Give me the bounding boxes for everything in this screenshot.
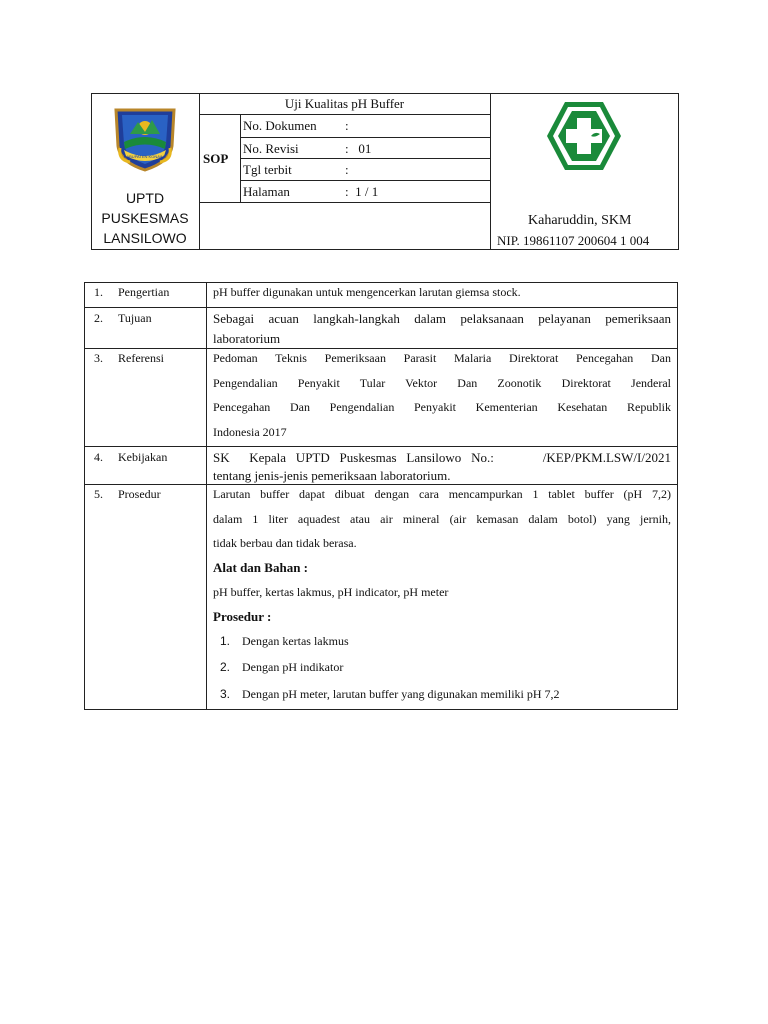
row-label-pengertian: Pengertian	[118, 285, 170, 299]
row-label-referensi: Referensi	[118, 351, 164, 365]
row-text: Sebagai acuan langkah-langkah dalam pelaksanaan pelayanan pemeriksaan	[213, 311, 671, 326]
step-text: Dengan pH meter, larutan buffer yang digunakan memiliki pH 7,2	[242, 687, 560, 701]
row-label-tujuan: Tujuan	[118, 311, 152, 325]
step-number: 1.	[220, 634, 231, 648]
field-label-halaman: Halaman	[243, 184, 290, 199]
regional-emblem-logo	[110, 104, 180, 174]
row-text: laboratorium	[213, 331, 281, 346]
field-value-tgl-terbit: :	[345, 162, 349, 177]
field-label-no-dokumen: No. Dokumen	[243, 118, 317, 133]
row-number: 2.	[94, 311, 103, 325]
emblem-caption: KABUPATEN KONAWE	[123, 154, 167, 159]
org-name-line3: LANSILOWO	[103, 230, 187, 246]
field-label-no-revisi: No. Revisi	[243, 141, 299, 156]
step-text: Dengan kertas lakmus	[242, 634, 349, 648]
field-value-no-dokumen: :	[345, 118, 349, 133]
alat-bahan-heading: Alat dan Bahan :	[213, 560, 308, 575]
row-text: Larutan buffer dapat dibuat dengan cara mencampurkan 1 tablet buffer (pH 7,2)	[213, 487, 671, 501]
row-number: 5.	[94, 487, 103, 501]
row-label-kebijakan: Kebijakan	[118, 450, 168, 464]
row-text: Pencegahan Dan Pengendalian Penyakit Kementerian Kesehatan Republik	[213, 400, 671, 414]
prosedur-heading: Prosedur :	[213, 609, 272, 624]
row-number: 3.	[94, 351, 103, 365]
signatory-nip: NIP. 19861107 200604 1 004	[497, 233, 650, 248]
row-number: 1.	[94, 285, 103, 299]
step-number: 3.	[220, 687, 231, 701]
row-text: tidak berbau dan tidak berasa.	[213, 536, 357, 550]
row-text: Indonesia 2017	[213, 425, 287, 439]
row-text: dalam 1 liter aquadest atau air mineral (air kemasan dalam botol) yang jernih,	[213, 512, 671, 526]
row-text: Pedoman Teknis Pemeriksaan Parasit Malaria Direktorat Pencegahan Dan	[213, 351, 671, 365]
row-text: pH buffer digunakan untuk mengencerkan larutan giemsa stock.	[213, 285, 521, 299]
field-value-halaman: : 1 / 1	[345, 184, 379, 199]
row-label-prosedur: Prosedur	[118, 487, 161, 501]
org-name-line2: PUSKESMAS	[101, 210, 189, 226]
step-text: Dengan pH indikator	[242, 660, 344, 674]
row-text: Pengendalian Penyakit Tular Vektor Dan Zoonotik Direktorat Jenderal	[213, 376, 671, 390]
step-number: 2.	[220, 660, 231, 674]
row-number: 4.	[94, 450, 103, 464]
field-value-no-revisi: : 01	[345, 141, 372, 156]
signatory-name: Kaharuddin, SKM	[528, 213, 632, 228]
row-text: tentang jenis-jenis pemeriksaan laboratorium.	[213, 468, 451, 483]
health-cross-logo	[543, 96, 625, 176]
sop-label: SOP	[203, 151, 229, 166]
document-title: Uji Kualitas pH Buffer	[284, 96, 405, 111]
field-label-tgl-terbit: Tgl terbit	[243, 162, 292, 177]
org-name-line1: UPTD	[125, 190, 165, 206]
row-text: SK Kepala UPTD Puskesmas Lansilowo No.: /KEP/PKM.LSW/I/2021	[213, 450, 671, 465]
alat-bahan-text: pH buffer, kertas lakmus, pH indicator, pH meter	[213, 585, 449, 599]
